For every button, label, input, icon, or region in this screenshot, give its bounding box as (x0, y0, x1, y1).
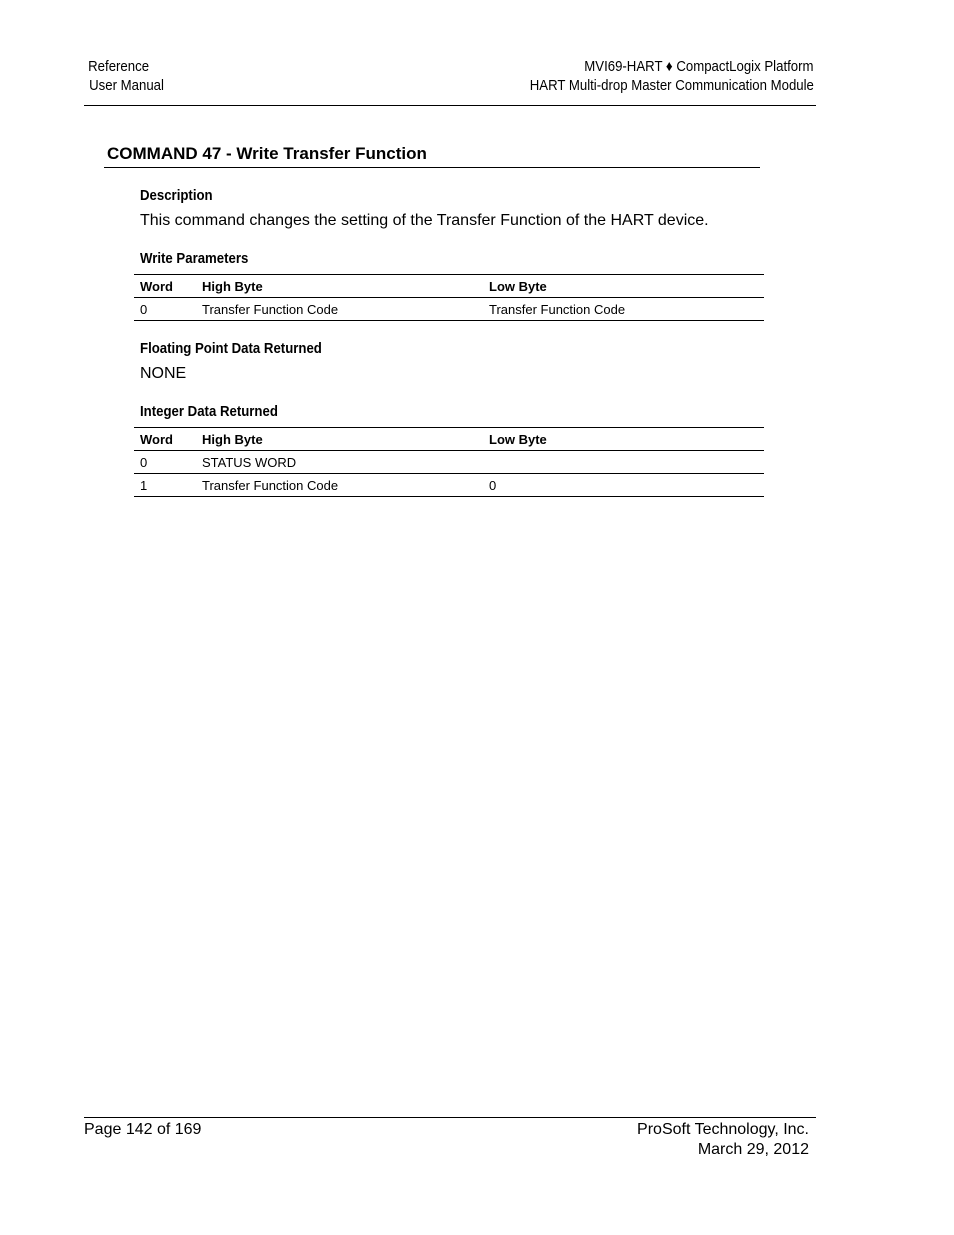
header-section-label: Reference (88, 58, 150, 75)
publication-date: March 29, 2012 (697, 1141, 809, 1158)
integer-data-heading: Integer Data Returned (140, 403, 278, 420)
cell-high-byte: Transfer Function Code (196, 474, 483, 497)
cell-low-byte (483, 451, 764, 474)
header-doc-type: User Manual (89, 77, 164, 94)
section-title-underline (104, 167, 760, 168)
description-heading: Description (140, 187, 213, 204)
header-left (84, 57, 169, 95)
column-header-low-byte: Low Byte (483, 428, 764, 451)
column-header-low-byte: Low Byte (483, 275, 764, 298)
floating-point-heading: Floating Point Data Returned (140, 340, 322, 357)
table-header-row (134, 275, 764, 298)
company-name: ProSoft Technology, Inc. (637, 1121, 809, 1138)
page-number: Page 142 of 169 (84, 1121, 202, 1138)
write-parameters-heading: Write Parameters (140, 250, 249, 267)
column-header-word: Word (134, 428, 196, 451)
description-text: This command changes the setting of the Transfer Function of the HART device. (140, 212, 709, 229)
table-row (134, 298, 764, 321)
cell-word: 1 (134, 474, 196, 497)
column-header-high-byte: High Byte (196, 275, 483, 298)
cell-word: 0 (134, 298, 196, 321)
floating-point-value: NONE (140, 365, 187, 382)
integer-data-table (134, 427, 764, 497)
section-title: COMMAND 47 - Write Transfer Function (107, 144, 427, 163)
header-module: HART Multi-drop Master Communication Module (529, 77, 814, 94)
column-header-high-byte: High Byte (196, 428, 483, 451)
cell-high-byte: Transfer Function Code (196, 298, 483, 321)
table-header-row (134, 428, 764, 451)
footer-right (637, 1120, 809, 1160)
write-parameters-table (134, 274, 764, 321)
header-product: MVI69-HART ♦ CompactLogix Platform (584, 58, 814, 75)
column-header-word: Word (134, 275, 196, 298)
cell-low-byte: Transfer Function Code (483, 298, 764, 321)
table-row (134, 474, 764, 497)
header-divider (84, 105, 816, 106)
cell-high-byte: STATUS WORD (196, 451, 483, 474)
cell-word: 0 (134, 451, 196, 474)
header-right (491, 57, 814, 95)
cell-low-byte: 0 (483, 474, 764, 497)
table-row (134, 451, 764, 474)
footer-divider (84, 1117, 816, 1118)
